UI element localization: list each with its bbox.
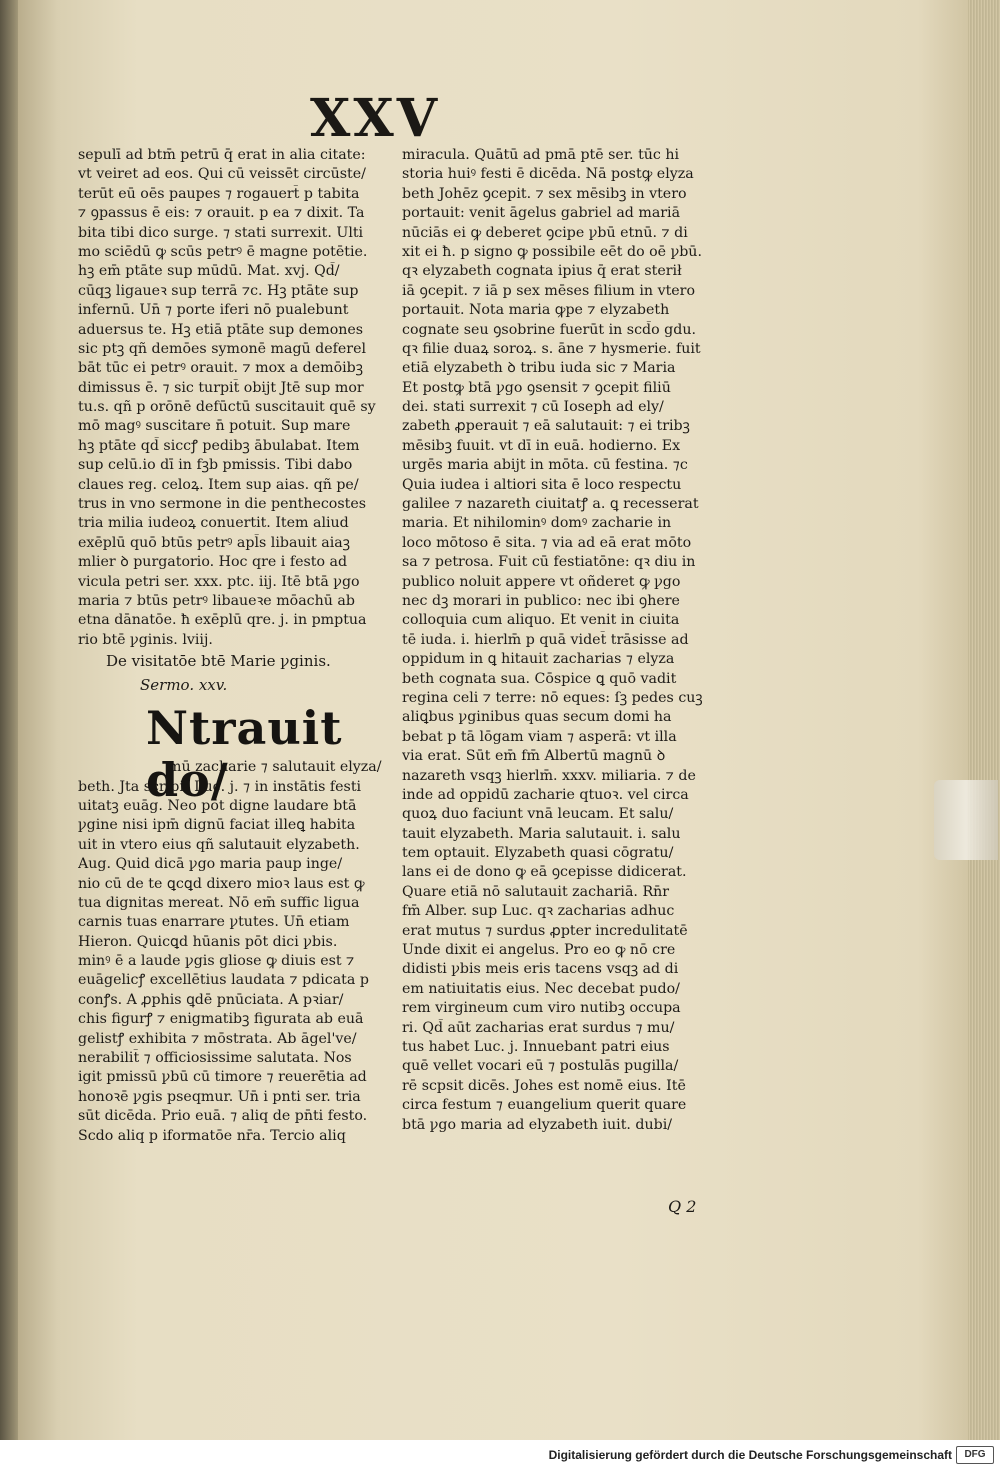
text-line: cūqꝫ ligaueꝛ sup terrā ⁊c. Hꝫ ptāte sup bbox=[78, 282, 359, 299]
text-line: vicula petri ser. xxx. ptc. iij. Itē btā ꝩgo bbox=[78, 573, 360, 590]
text-line: galilee ⁊ nazareth ciuitatꝭ a. ꝗ recesserat bbox=[402, 496, 699, 513]
text-line: minꝰ ē a laude ꝩgis gliose ꝙ diuis est ⁊ bbox=[78, 953, 355, 970]
text-line: nazareth vsqꝫ hierlm̄. xxxv. miliaria. ⁊ de bbox=[402, 767, 696, 784]
text-line: bita tibi dico surge. ⁊ stati surrexit. Ulti bbox=[78, 224, 364, 241]
text-line: dei. stati surrexit ⁊ cū Ioseph ad ely/ bbox=[402, 399, 664, 416]
text-line: uit in vtero eius qñ salutauit elyzabeth. bbox=[78, 836, 360, 853]
text-line: chis figurꝭ ⁊ enigmatibꝫ figurata ab euā bbox=[78, 1011, 364, 1028]
text-line: inde ad oppidū zacharie qtuoꝛ. vel circa bbox=[402, 786, 689, 803]
sermon-title: Sermo. xxv. bbox=[140, 676, 228, 695]
text-line: tu.s. qñ p orōnē defūctū suscitauit quē sy bbox=[78, 399, 376, 416]
text-line: iā ꝯcepit. ⁊ iā p sex mēses filium in vtero bbox=[402, 282, 696, 299]
text-line: nūciās ei ꝙ deberet ꝯcipe ꝩbū etnū. ⁊ di bbox=[402, 224, 688, 241]
text-line: uitatꝫ euāg. Neo pōt digne laudare btā bbox=[78, 797, 357, 814]
left-column bbox=[78, 146, 396, 1146]
text-line: maria ⁊ btūs petrꝰ libaueꝛe mōachū ab bbox=[78, 592, 355, 609]
funding-credit: Digitalisierung gefördert durch die Deutsche Forschungsgemeinschaft bbox=[548, 1448, 952, 1462]
text-line: portauit: venit āgelus gabriel ad mariā bbox=[402, 205, 681, 222]
text-line: exēplū quō btūs petrꝰ apl̄s libauit aiaꝫ bbox=[78, 534, 351, 551]
section-heading: De visitatōe btē Marie ꝩginis. bbox=[106, 652, 331, 671]
text-line: nio cū de te ꝗcꝗd dixero mioꝛ laus est ꝙ bbox=[78, 875, 365, 892]
text-line: didisti ꝩbis meis eris tacens vsqꝫ ad di bbox=[402, 961, 679, 978]
text-line: beth cognata sua. Cōspice ꝗ quō vadit bbox=[402, 670, 677, 687]
page-fore-edges bbox=[968, 0, 1000, 1440]
text-line: ⁊ ꝯpassus ē eis: ⁊ orauit. p ea ⁊ dixit. Ta bbox=[78, 205, 365, 222]
text-line: miracula. Quātū ad pmā ptē ser. tūc hi bbox=[402, 147, 680, 163]
text-line: beth Johēz ꝯcepit. ⁊ sex mēsibꝫ in vtero bbox=[402, 185, 687, 202]
text-line: Scdo aliq p iformatōe nr̄a. Tercio aliq bbox=[78, 1127, 346, 1144]
decorated-initial: Ntrauit do/ bbox=[146, 701, 343, 808]
text-line: rem virgineum cum viro nutibꝫ occupa bbox=[402, 1000, 681, 1017]
text-line: urgēs maria abijt in mōta. cū festina. ⁊c bbox=[402, 457, 688, 474]
text-line: xit ei ħ. p signo ꝙ possibile eēt do oē ꝩbū. bbox=[402, 243, 702, 260]
sermon-text bbox=[78, 758, 396, 1146]
text-line: maria. Et nihilominꝰ domꝰ zacharie in bbox=[402, 515, 672, 532]
text-line: publico noluit appere vt oñderet ꝙ ꝩgo bbox=[402, 573, 681, 590]
text-line: sic ptꝫ qñ demōes symonē magū deferel bbox=[78, 340, 367, 357]
text-line: mlier ꝺ purgatorio. Hoc qre i festo ad bbox=[78, 554, 348, 571]
text-line: ꝩgine nisi ipm̄ dignū faciat illeꝗ habita bbox=[78, 817, 356, 834]
text-line: beth. Jta scribit Luc. j. ⁊ in instātis festi bbox=[78, 778, 362, 795]
text-line: aduersus te. Hꝫ etiā ptāte sup demones bbox=[78, 321, 364, 338]
text-line: Unde dixit ei angelus. Pro eo ꝙ nō cre bbox=[402, 942, 676, 959]
text-line: fm̄ Alber. sup Luc. qꝛ zacharias adhuc bbox=[402, 903, 675, 920]
text-line: colloquia cum aliquo. Et venit in ciuita bbox=[402, 612, 680, 629]
text-line: bāt tūc ei petrꝰ orauit. ⁊ mox a demōibꝫ bbox=[78, 360, 363, 377]
text-line: cognate seu ꝯsobrine fuerūt in scd̄o gdu. bbox=[402, 321, 696, 338]
text-line: circa festum ⁊ euangelium querit quare bbox=[402, 1097, 687, 1114]
signature-mark: Q 2 bbox=[668, 1197, 697, 1216]
text-line: tauit elyzabeth. Maria salutauit. i. salu bbox=[402, 825, 681, 842]
text-line: sepulī ad btm̄ petrū q̄ erat in alia citate: bbox=[78, 147, 366, 163]
text-line: etiā elyzabeth ꝺ tribu iuda sic ⁊ Maria bbox=[402, 360, 676, 377]
text-line: loco mōtoso ē sita. ⁊ via ad eā erat mōto bbox=[402, 534, 692, 551]
text-line: euāgelicꝭ excellētius laudata ⁊ pdicata p bbox=[78, 972, 369, 989]
text-line: erat mutus ⁊ surdus ꝓpter incredulitatē bbox=[402, 922, 688, 939]
text-line: claues reg. celoꝝ. Item sup aias. qñ pe/ bbox=[78, 476, 359, 493]
text-line: tus habet Luc. j. Innuebant patri eius bbox=[402, 1038, 670, 1055]
right-column-text bbox=[402, 146, 744, 1135]
text-line: zabeth ꝓperauit ⁊ eā salutauit: ⁊ ei tribꝫ bbox=[402, 418, 690, 435]
text-line: tem optauit. Elyzabeth quasi cōgratu/ bbox=[402, 845, 674, 862]
text-line: dimissus ē. ⁊ sic turpit̄ obijt Jtē sup mor bbox=[78, 379, 364, 396]
text-line: conꝭs. A ꝓphis ꝗdē pnūciata. A pꝛiar/ bbox=[78, 991, 344, 1008]
text-line: mo sciēdū ꝙ scūs petrꝰ ē magne potētie. bbox=[78, 243, 368, 260]
text-line: nerabilit̄ ⁊ officiosissime salutata. Nos bbox=[78, 1050, 352, 1067]
text-line: qꝛ elyzabeth cognata ipius q̄ erat sterił bbox=[402, 263, 682, 280]
text-line: qꝛ filie duaꝝ soroꝝ. s. āne ⁊ hysmerie. fuit bbox=[402, 340, 701, 357]
text-line: etna dānatōe. ħ exēplū qre. j. in pmptua bbox=[78, 612, 367, 629]
text-line: igit pmissū ꝩbū cū timore ⁊ reuerētia ad bbox=[78, 1069, 367, 1086]
left-column-text bbox=[78, 146, 396, 650]
text-line: Quare etiā nō salutauit zachariā. Rn̄r bbox=[402, 883, 670, 900]
text-line: em natiuitatis eius. Nec decebat pudo/ bbox=[402, 980, 680, 997]
text-line: sūt dicēda. Prio euā. ⁊ aliq de pn̄ti festo. bbox=[78, 1108, 368, 1125]
text-line: carnis tuas enarrare ꝩtutes. Un̄ etiam bbox=[78, 914, 350, 931]
text-line: aliꝗbus ꝩginibus quas secum domi ha bbox=[402, 709, 672, 726]
text-line: portauit. Nota maria ꝙpe ⁊ elyzabeth bbox=[402, 302, 670, 319]
text-line: vt veiret ad eos. Qui cū veissēt circūste/ bbox=[78, 166, 366, 183]
text-line: honoꝛē ꝩgis pseqmur. Un̄ i pnti ser. tria bbox=[78, 1088, 361, 1105]
text-line: hꝫ ptāte qd̄ siccꝭ pedibꝫ ābulabat. Item bbox=[78, 437, 360, 454]
text-line: sa ⁊ petrosa. Fuit cū festiatōne: qꝛ diu in bbox=[402, 554, 696, 571]
text-line: Hieron. Quicꝗd hūanis pōt dici ꝩbis. bbox=[78, 933, 338, 950]
text-line: nec dꝫ morari in publico: nec ibi ꝯhere bbox=[402, 592, 680, 609]
right-column bbox=[402, 146, 744, 1135]
text-line: rio btē ꝩginis. lviij. bbox=[78, 631, 213, 648]
text-line: lans ei de dono ꝙ eā ꝯcepisse didicerat. bbox=[402, 864, 687, 881]
text-line: rē scpsit dicēs. Johes est nomē eius. Itē bbox=[402, 1077, 686, 1094]
text-line: tria milia iudeoꝝ conuertit. Item aliud bbox=[78, 515, 349, 532]
text-line: tē iuda. i. hierlm̄ p quā videt̄ trāsisse ad bbox=[402, 631, 689, 648]
text-line: quē vellet vocari eū ⁊ postulās pugilla/ bbox=[402, 1058, 679, 1075]
text-line: mō magꝰ suscitare n̄ potuit. Sup mare bbox=[78, 418, 351, 435]
text-line: sup celū.io dī in fꝫb pmissis. Tibi dabo bbox=[78, 457, 353, 474]
text-line: infernū. Un̄ ⁊ porte iferi nō pualebunt bbox=[78, 302, 349, 319]
text-line: mēsibꝫ fuuit. vt dī in euā. hodierno. Ex bbox=[402, 437, 681, 454]
text-line: via erat. Sūt em̄ fm̄ Albertū magnū ꝺ bbox=[402, 748, 666, 765]
text-line: Et postꝙ btā ꝩgo ꝯsensit ⁊ ꝯcepit filiū bbox=[402, 379, 671, 396]
text-line: btā ꝩgo maria ad elyzabeth iuit. dubi/ bbox=[402, 1116, 673, 1133]
text-line: mū zacharie ⁊ salutauit elyza/ bbox=[168, 759, 382, 776]
text-line: tua dignitas mereat. Nō em̄ suffic ligua bbox=[78, 894, 360, 911]
text-line: regina celi ⁊ terre: nō eques: ſꝫ pedes cuꝫ bbox=[402, 689, 703, 706]
text-line: Aug. Quid dicā ꝩgo maria paup inge/ bbox=[78, 856, 343, 873]
text-line: Quia iudea i altiori sita ē loco respectu bbox=[402, 476, 682, 493]
text-line: trus in vno sermone in die penthecostes bbox=[78, 496, 367, 513]
page-clip bbox=[934, 780, 998, 860]
text-line: gelistꝭ exhibita ⁊ mōstrata. Ab āgel've/ bbox=[78, 1030, 357, 1047]
text-line: hꝫ em̄ ptāte sup mūdū. Mat. xvj. Qd̄/ bbox=[78, 263, 340, 280]
text-line: quoꝝ duo faciunt vnā leucam. Et salu/ bbox=[402, 806, 674, 823]
folio-number: XXV bbox=[310, 88, 441, 149]
text-line: terūt eū oēs paupes ⁊ rogauert̄ p tabita bbox=[78, 185, 360, 202]
text-line: ri. Qd̄ aūt zacharias erat surdus ⁊ mu/ bbox=[402, 1019, 675, 1036]
text-line: bebat p tā lōgam viam ⁊ asperā: vt illa bbox=[402, 728, 677, 745]
text-line: oppidum in ꝗ hitauit zacharias ⁊ elyza bbox=[402, 651, 675, 668]
dfg-logo: DFG bbox=[956, 1446, 994, 1464]
footer-bar bbox=[0, 1440, 1000, 1469]
text-line: storia huiꝰ festi ē dicēda. Nā postꝙ elyza bbox=[402, 166, 694, 183]
